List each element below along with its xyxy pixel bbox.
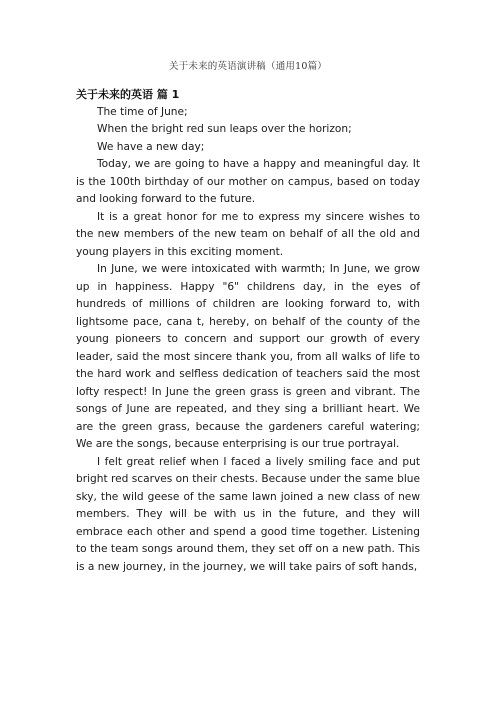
verse-line: We have a new day; <box>97 140 205 153</box>
paragraph: It is a great honor for me to express my sincere wishes to the new members of the new team on behalf of all the old and young players in this exciting moment. <box>76 210 420 258</box>
paragraph: In June, we were intoxicated with warmth; In June, we grow up in happiness. Happy "6" childrens day, in the eyes of hundreds of millions of children are looking forward to, with lightsome pace, cana t, hereby, on behalf of the county of the young pioneers to concern and support our growth of every leader, said the most sincere thank you, from all walks of life to the hard work and selfless dedication of teachers said the most lofty respect! In June the green grass is green and vibrant. The songs of June are repeated, and they sing a brilliant heart. We are the green grass, because the gardeners careful watering; We are the songs, because enterprising is our true portrayal. <box>76 263 420 450</box>
verse-line: When the bright red sun leaps over the horizon; <box>97 123 352 135</box>
paragraph: I felt great relief when I faced a lively smiling face and put bright red scarves on their chests. Because under the same blue sky, the wild geese of the same lawn joined a new class of new members. They will be with us in the future, and they will embrace each other and spend a good time together. Listening to the team songs around them, they set off on a new path. This is a new journey, in the journey, we will take pairs of soft hands, <box>76 455 420 573</box>
verse-line: The time of June; <box>97 105 188 118</box>
paragraph: Today, we are going to have a happy and meaningful day. It is the 100th birthday of our mother on campus, based on today and looking forward to the future. <box>76 158 420 205</box>
section-heading: 关于未来的英语 篇 1 <box>76 88 180 101</box>
document-body <box>76 86 420 576</box>
document-title: 关于未来的英语演讲稿（通用10篇） <box>169 61 327 72</box>
